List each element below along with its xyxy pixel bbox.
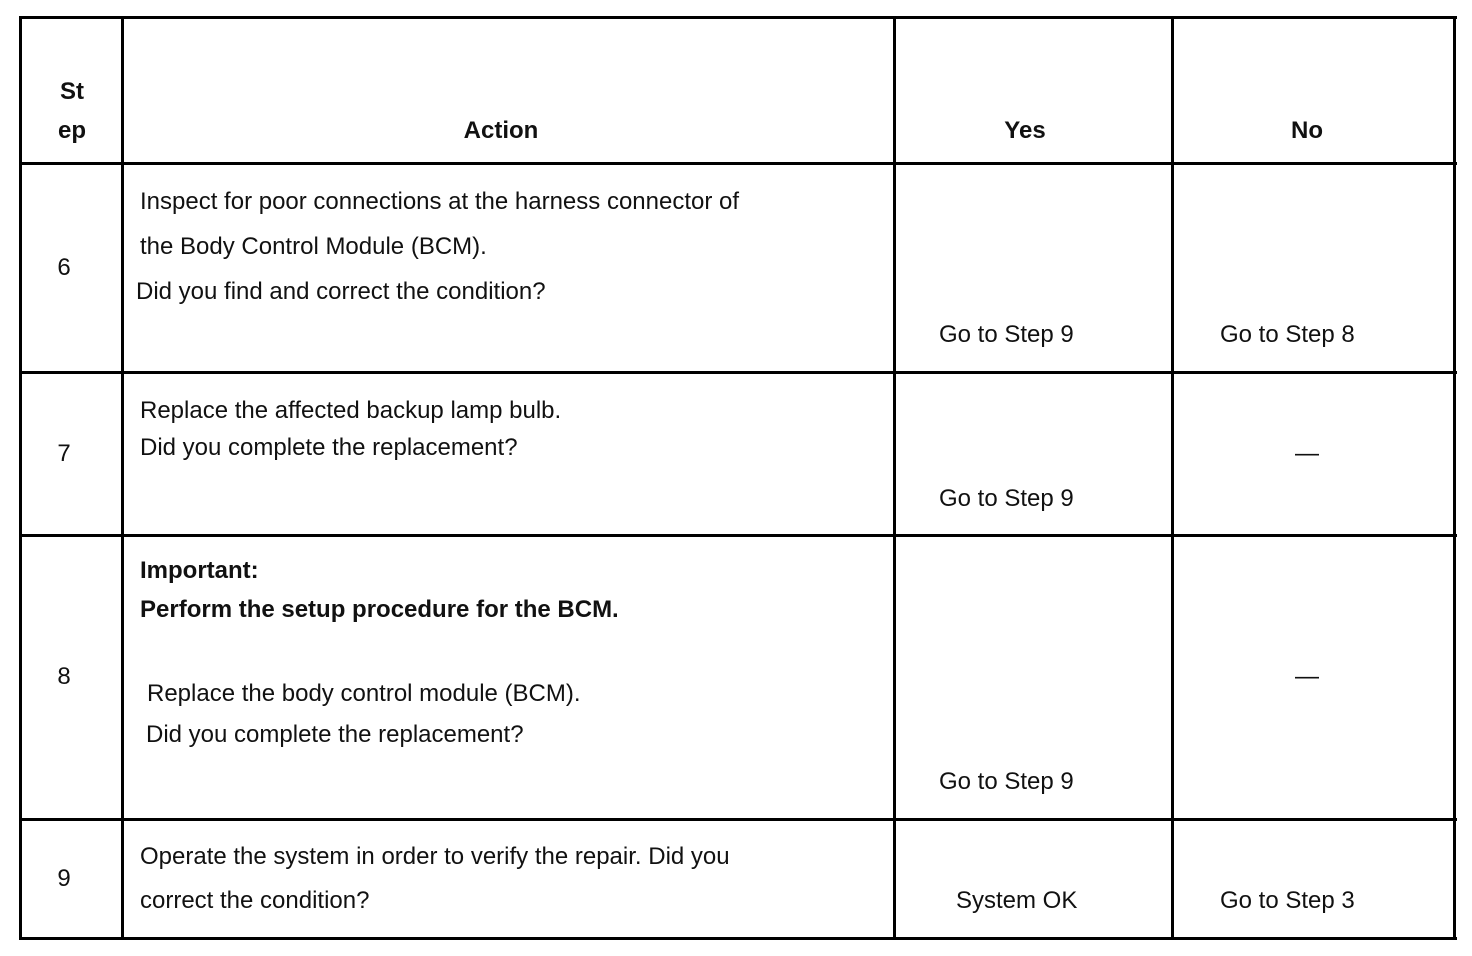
- table-border-right: [1453, 16, 1456, 940]
- yes-result: Go to Step 9: [939, 485, 1074, 512]
- table-border-top: [19, 16, 1457, 19]
- table-border-bottom: [19, 937, 1457, 940]
- yes-result: Go to Step 9: [939, 768, 1074, 795]
- action-text: Operate the system in order to verify the repair. Did you: [140, 843, 730, 870]
- important-note: Perform the setup procedure for the BCM.: [140, 596, 619, 623]
- action-text: Did you complete the replacement?: [140, 434, 518, 461]
- no-result: Go to Step 3: [1220, 887, 1355, 914]
- yes-result: System OK: [956, 887, 1078, 914]
- step-number: 7: [57, 440, 71, 467]
- action-text: Inspect for poor connections at the harness connector of: [140, 188, 740, 215]
- row-divider: [19, 534, 1457, 537]
- action-text: Did you find and correct the condition?: [136, 278, 546, 305]
- header-divider: [19, 162, 1457, 165]
- column-divider: [893, 16, 896, 940]
- action-text: the Body Control Module (BCM).: [140, 233, 487, 260]
- step-number: 6: [57, 254, 71, 281]
- no-result: —: [1295, 663, 1319, 690]
- step-number: 9: [57, 865, 71, 892]
- header-step-line1: St: [60, 78, 84, 105]
- action-text: Replace the body control module (BCM).: [147, 680, 581, 707]
- important-label: Important:: [140, 557, 259, 584]
- column-divider: [19, 16, 22, 940]
- header-step-line2: ep: [57, 117, 86, 144]
- column-divider: [1171, 16, 1174, 940]
- action-text: Did you complete the replacement?: [146, 721, 524, 748]
- step-number: 8: [57, 663, 71, 690]
- header-action: Action: [463, 117, 539, 144]
- action-text: Replace the affected backup lamp bulb.: [140, 397, 562, 424]
- header-yes: Yes: [1004, 117, 1046, 144]
- action-text: correct the condition?: [140, 887, 370, 914]
- no-result: Go to Step 8: [1220, 321, 1355, 348]
- no-result: —: [1295, 440, 1319, 467]
- column-divider: [121, 16, 124, 940]
- row-divider: [19, 371, 1457, 374]
- yes-result: Go to Step 9: [939, 321, 1074, 348]
- header-no: No: [1291, 117, 1323, 144]
- row-divider: [19, 818, 1457, 821]
